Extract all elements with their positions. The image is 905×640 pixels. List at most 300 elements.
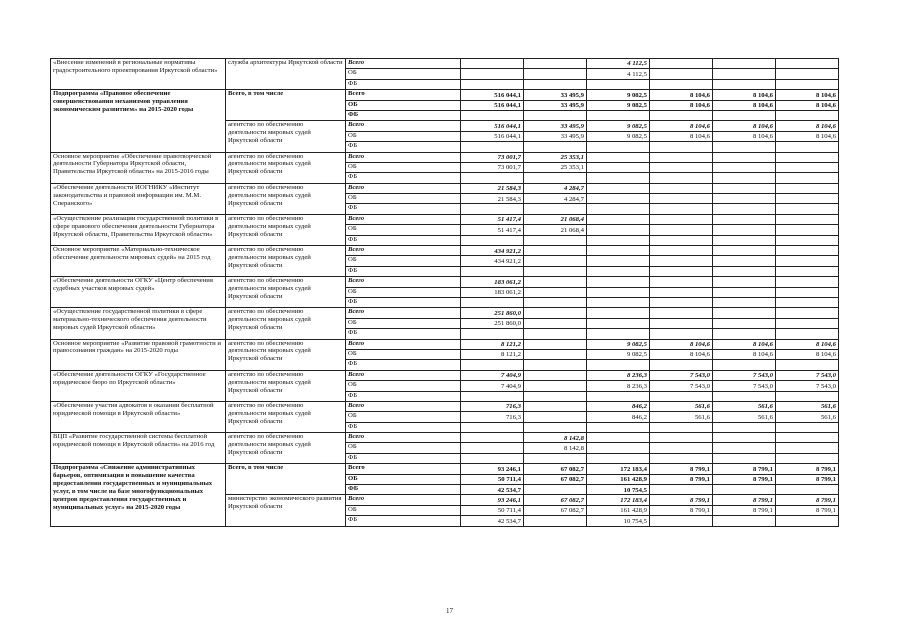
funding-source-cell: Всего: [346, 308, 461, 318]
amount-cell: 4 284,7: [524, 183, 587, 193]
amount-cell: [650, 329, 713, 339]
amount-cell: [587, 110, 650, 120]
amount-cell: 4 112,5: [587, 59, 650, 69]
funding-source-cell: ОБ: [346, 505, 461, 515]
funding-source-cell: ФБ: [346, 142, 461, 152]
amount-cell: [650, 277, 713, 287]
amount-cell: 183 061,2: [461, 287, 524, 297]
amount-cell: 251 860,0: [461, 318, 524, 328]
amount-cell: 7 543,0: [776, 381, 839, 391]
amount-cell: [650, 183, 713, 193]
table-row: [51, 308, 839, 318]
amount-cell: [461, 422, 524, 432]
amount-cell: [524, 173, 587, 183]
amount-cell: [524, 256, 587, 266]
funding-source-cell: ФБ: [346, 204, 461, 214]
amount-cell: 8 104,6: [776, 121, 839, 131]
amount-cell: [776, 59, 839, 69]
executor-cell: служба архитектуры Иркутской области: [226, 59, 346, 90]
funding-source-cell: ФБ: [346, 235, 461, 245]
table-row: [51, 152, 839, 162]
amount-cell: [587, 225, 650, 235]
funding-source-cell: ОБ: [346, 349, 461, 359]
amount-cell: 8 104,6: [713, 121, 776, 131]
amount-cell: [650, 173, 713, 183]
amount-cell: 8 104,6: [776, 349, 839, 359]
funding-source-cell: ОБ: [346, 287, 461, 297]
funding-source-cell: ОБ: [346, 131, 461, 141]
amount-cell: [650, 360, 713, 370]
funding-source-cell: ФБ: [346, 173, 461, 183]
funding-source-cell: Всего: [346, 90, 461, 100]
executor-cell: агентство по обеспечению деятельности мировых судей Иркутской области: [226, 308, 346, 339]
amount-cell: [776, 360, 839, 370]
executor-cell: агентство по обеспечению деятельности мировых судей Иркутской области: [226, 433, 346, 464]
amount-cell: [713, 183, 776, 193]
amount-cell: 8 104,6: [713, 131, 776, 141]
amount-cell: [650, 266, 713, 276]
amount-cell: 42 534,7: [461, 516, 524, 526]
amount-cell: [776, 266, 839, 276]
amount-cell: [587, 297, 650, 307]
amount-cell: [776, 173, 839, 183]
amount-cell: [776, 443, 839, 453]
amount-cell: [587, 433, 650, 443]
amount-cell: [650, 391, 713, 401]
executor-cell: агентство по обеспечению деятельности мировых судей Иркутской области: [226, 183, 346, 214]
amount-cell: [713, 235, 776, 245]
amount-cell: 4 112,5: [587, 69, 650, 79]
funding-source-cell: ОБ: [346, 256, 461, 266]
amount-cell: [461, 433, 524, 443]
program-name-cell: Подпрограмма «Правовое обеспечение совершенствования механизмов управления экономическим развитием» на 2015-2020 годы: [51, 90, 226, 152]
table-row: [51, 90, 839, 100]
amount-cell: 8 104,6: [776, 131, 839, 141]
amount-cell: [713, 485, 776, 495]
amount-cell: [524, 329, 587, 339]
amount-cell: [776, 225, 839, 235]
amount-cell: 8 799,1: [776, 474, 839, 484]
amount-cell: 8 104,6: [713, 90, 776, 100]
amount-cell: [650, 308, 713, 318]
funding-source-cell: ОБ: [346, 69, 461, 79]
amount-cell: 8 799,1: [776, 464, 839, 474]
amount-cell: [524, 412, 587, 422]
amount-cell: [713, 308, 776, 318]
amount-cell: [524, 422, 587, 432]
funding-source-cell: Всего: [346, 401, 461, 411]
funding-source-cell: Всего: [346, 370, 461, 380]
amount-cell: 9 082,5: [587, 100, 650, 110]
amount-cell: 561,6: [713, 412, 776, 422]
amount-cell: [713, 225, 776, 235]
budget-table: [50, 58, 839, 527]
executor-cell: агентство по обеспечению деятельности мировых судей Иркутской области: [226, 370, 346, 401]
program-name-cell: «Обеспечение деятельности ОГКУ «Центр обеспечения судебных участков мировых судей»: [51, 277, 226, 308]
amount-cell: 4 284,7: [524, 194, 587, 204]
funding-source-cell: ОБ: [346, 412, 461, 422]
amount-cell: [713, 59, 776, 69]
amount-cell: [524, 360, 587, 370]
amount-cell: 8 799,1: [713, 505, 776, 515]
amount-cell: 8 799,1: [713, 464, 776, 474]
amount-cell: [650, 256, 713, 266]
amount-cell: 8 104,6: [713, 339, 776, 349]
amount-cell: [461, 297, 524, 307]
amount-cell: 8 104,6: [713, 349, 776, 359]
amount-cell: 21 584,3: [461, 194, 524, 204]
table-row: [51, 370, 839, 380]
amount-cell: [713, 152, 776, 162]
amount-cell: 51 417,4: [461, 225, 524, 235]
amount-cell: 561,6: [650, 412, 713, 422]
amount-cell: 9 082,5: [587, 349, 650, 359]
amount-cell: [713, 256, 776, 266]
amount-cell: [587, 246, 650, 256]
amount-cell: 33 495,9: [524, 90, 587, 100]
amount-cell: [524, 391, 587, 401]
amount-cell: [650, 152, 713, 162]
amount-cell: [713, 266, 776, 276]
amount-cell: [776, 391, 839, 401]
amount-cell: 25 353,1: [524, 152, 587, 162]
amount-cell: [524, 516, 587, 526]
amount-cell: 50 711,4: [461, 474, 524, 484]
funding-source-cell: ФБ: [346, 110, 461, 120]
amount-cell: [776, 235, 839, 245]
amount-cell: [776, 422, 839, 432]
amount-cell: 8 104,6: [650, 90, 713, 100]
amount-cell: 8 104,6: [650, 131, 713, 141]
amount-cell: [650, 318, 713, 328]
amount-cell: 846,2: [587, 401, 650, 411]
amount-cell: 516 044,1: [461, 131, 524, 141]
amount-cell: [776, 485, 839, 495]
amount-cell: 561,6: [650, 401, 713, 411]
table-row: [51, 59, 839, 69]
amount-cell: [776, 297, 839, 307]
funding-source-cell: ФБ: [346, 79, 461, 89]
funding-source-cell: Всего: [346, 433, 461, 443]
amount-cell: 561,6: [776, 412, 839, 422]
executor-cell: агентство по обеспечению деятельности мировых судей Иркутской области: [226, 277, 346, 308]
amount-cell: [461, 329, 524, 339]
amount-cell: 73 001,7: [461, 152, 524, 162]
amount-cell: 21 068,4: [524, 214, 587, 224]
amount-cell: 33 495,9: [524, 121, 587, 131]
amount-cell: [524, 110, 587, 120]
amount-cell: 8 236,3: [587, 370, 650, 380]
amount-cell: [461, 79, 524, 89]
amount-cell: 10 754,5: [587, 516, 650, 526]
program-name-cell: «Осуществление реализации государственной политики в сфере правового обеспечения деятельности Губернатора Иркутской области, Правительства Иркутской области»: [51, 214, 226, 245]
table-row: [51, 401, 839, 411]
amount-cell: [650, 297, 713, 307]
amount-cell: [713, 360, 776, 370]
amount-cell: 7 543,0: [776, 370, 839, 380]
amount-cell: 93 246,1: [461, 495, 524, 505]
amount-cell: 21 584,3: [461, 183, 524, 193]
funding-source-cell: ФБ: [346, 297, 461, 307]
amount-cell: [461, 204, 524, 214]
table-row: [51, 246, 839, 256]
executor-cell: агентство по обеспечению деятельности мировых судей Иркутской области: [226, 246, 346, 277]
program-name-cell: Основное мероприятие «Материально-техническое обеспечение деятельности мировых судей» на 2015 год: [51, 246, 226, 277]
amount-cell: 67 082,7: [524, 474, 587, 484]
program-name-cell: ВЦП «Развитие государственной системы бесплатной юридической помощи в Иркутской области» на 2016 год: [51, 433, 226, 464]
amount-cell: 8 799,1: [650, 464, 713, 474]
amount-cell: [650, 422, 713, 432]
amount-cell: [776, 142, 839, 152]
amount-cell: [461, 391, 524, 401]
amount-cell: [713, 443, 776, 453]
amount-cell: 8 104,6: [776, 100, 839, 110]
amount-cell: [524, 235, 587, 245]
amount-cell: [776, 277, 839, 287]
amount-cell: 9 082,5: [587, 90, 650, 100]
amount-cell: 8 104,6: [776, 339, 839, 349]
amount-cell: 716,3: [461, 401, 524, 411]
amount-cell: [776, 214, 839, 224]
amount-cell: 516 044,1: [461, 90, 524, 100]
amount-cell: [587, 308, 650, 318]
amount-cell: [650, 235, 713, 245]
amount-cell: [776, 79, 839, 89]
amount-cell: 8 799,1: [713, 495, 776, 505]
amount-cell: 8 104,6: [713, 100, 776, 110]
amount-cell: [776, 152, 839, 162]
table-row: [51, 214, 839, 224]
amount-cell: [461, 266, 524, 276]
funding-source-cell: Всего: [346, 464, 461, 474]
amount-cell: [587, 194, 650, 204]
amount-cell: [776, 329, 839, 339]
amount-cell: [713, 277, 776, 287]
amount-cell: 51 417,4: [461, 214, 524, 224]
amount-cell: 42 534,7: [461, 485, 524, 495]
amount-cell: [713, 318, 776, 328]
amount-cell: 25 353,1: [524, 162, 587, 172]
amount-cell: [524, 287, 587, 297]
funding-source-cell: ФБ: [346, 516, 461, 526]
executor-cell: Всего, в том числе: [226, 90, 346, 121]
amount-cell: 516 044,1: [461, 121, 524, 131]
amount-cell: [524, 339, 587, 349]
amount-cell: [776, 308, 839, 318]
amount-cell: [650, 443, 713, 453]
table-row: [51, 183, 839, 193]
funding-source-cell: Всего: [346, 214, 461, 224]
amount-cell: [650, 516, 713, 526]
amount-cell: 7 543,0: [713, 370, 776, 380]
amount-cell: [587, 318, 650, 328]
amount-cell: [587, 443, 650, 453]
amount-cell: 846,2: [587, 412, 650, 422]
amount-cell: [587, 360, 650, 370]
amount-cell: [776, 453, 839, 463]
amount-cell: [650, 204, 713, 214]
amount-cell: [461, 59, 524, 69]
amount-cell: [461, 235, 524, 245]
amount-cell: [776, 162, 839, 172]
amount-cell: 516 044,1: [461, 100, 524, 110]
funding-source-cell: ФБ: [346, 422, 461, 432]
program-name-cell: Основное мероприятие «Развитие правовой грамотности и правосознания граждан» на 2015-2020 годы: [51, 339, 226, 370]
amount-cell: [587, 173, 650, 183]
funding-source-cell: Всего: [346, 277, 461, 287]
amount-cell: [524, 59, 587, 69]
amount-cell: 8 104,6: [650, 121, 713, 131]
amount-cell: [461, 443, 524, 453]
amount-cell: 8 799,1: [650, 505, 713, 515]
amount-cell: 7 404,9: [461, 370, 524, 380]
funding-source-cell: ОБ: [346, 194, 461, 204]
table-row: [51, 433, 839, 443]
amount-cell: [713, 79, 776, 89]
amount-cell: 67 082,7: [524, 505, 587, 515]
amount-cell: 7 404,9: [461, 381, 524, 391]
amount-cell: [524, 79, 587, 89]
amount-cell: 561,6: [776, 401, 839, 411]
amount-cell: 561,6: [713, 401, 776, 411]
amount-cell: 8 236,3: [587, 381, 650, 391]
amount-cell: [587, 422, 650, 432]
amount-cell: [650, 69, 713, 79]
amount-cell: [524, 453, 587, 463]
amount-cell: [713, 453, 776, 463]
funding-source-cell: ФБ: [346, 391, 461, 401]
amount-cell: [713, 287, 776, 297]
amount-cell: 7 543,0: [650, 370, 713, 380]
executor-cell: агентство по обеспечению деятельности мировых судей Иркутской области: [226, 401, 346, 432]
amount-cell: 161 428,9: [587, 505, 650, 515]
amount-cell: 716,3: [461, 412, 524, 422]
funding-source-cell: Всего: [346, 59, 461, 69]
amount-cell: 183 061,2: [461, 277, 524, 287]
amount-cell: [461, 173, 524, 183]
funding-source-cell: Всего: [346, 183, 461, 193]
amount-cell: 8 121,2: [461, 339, 524, 349]
table-row: [51, 339, 839, 349]
amount-cell: 10 754,5: [587, 485, 650, 495]
amount-cell: [713, 391, 776, 401]
amount-cell: [713, 246, 776, 256]
funding-source-cell: ФБ: [346, 266, 461, 276]
amount-cell: [713, 142, 776, 152]
amount-cell: [587, 183, 650, 193]
funding-source-cell: ОБ: [346, 443, 461, 453]
amount-cell: [650, 485, 713, 495]
amount-cell: 8 799,1: [650, 495, 713, 505]
amount-cell: [587, 277, 650, 287]
amount-cell: [461, 110, 524, 120]
amount-cell: [713, 110, 776, 120]
amount-cell: 9 082,5: [587, 339, 650, 349]
executor-cell: министерство экономического развития Иркутской области: [226, 495, 346, 526]
amount-cell: [650, 110, 713, 120]
executor-cell: агентство по обеспечению деятельности мировых судей Иркутской области: [226, 121, 346, 152]
amount-cell: [650, 142, 713, 152]
amount-cell: [776, 433, 839, 443]
amount-cell: 9 082,5: [587, 131, 650, 141]
funding-source-cell: ФБ: [346, 360, 461, 370]
table-row: [51, 464, 839, 474]
program-name-cell: «Осуществление государственной политики в сфере материально-технического обеспечения деятельности мировых судей Иркутской области»: [51, 308, 226, 339]
amount-cell: [524, 381, 587, 391]
program-name-cell: «Обеспечение деятельности ИОГНИКУ «Институт законодательства и правовой информации им. М.М. Сперанского»: [51, 183, 226, 214]
amount-cell: [713, 194, 776, 204]
amount-cell: [776, 246, 839, 256]
amount-cell: [587, 235, 650, 245]
program-name-cell: «Обеспечение деятельности ОГКУ «Государственное юридическое бюро по Иркутской области»: [51, 370, 226, 401]
amount-cell: [650, 59, 713, 69]
amount-cell: 8 104,6: [650, 349, 713, 359]
amount-cell: [524, 401, 587, 411]
amount-cell: [776, 287, 839, 297]
amount-cell: [776, 516, 839, 526]
amount-cell: [713, 433, 776, 443]
amount-cell: [524, 318, 587, 328]
amount-cell: [776, 318, 839, 328]
amount-cell: 8 799,1: [776, 495, 839, 505]
amount-cell: [587, 152, 650, 162]
amount-cell: [587, 266, 650, 276]
amount-cell: [587, 329, 650, 339]
amount-cell: 67 082,7: [524, 495, 587, 505]
amount-cell: 7 543,0: [650, 381, 713, 391]
amount-cell: 8 799,1: [713, 474, 776, 484]
amount-cell: 8 104,6: [650, 100, 713, 110]
executor-cell: агентство по обеспечению деятельности мировых судей Иркутской области: [226, 214, 346, 245]
funding-source-cell: Всего: [346, 246, 461, 256]
amount-cell: [713, 329, 776, 339]
funding-source-cell: Всего: [346, 152, 461, 162]
amount-cell: 9 082,5: [587, 121, 650, 131]
budget-table-body: [51, 59, 839, 527]
funding-source-cell: Всего: [346, 495, 461, 505]
amount-cell: 8 121,2: [461, 349, 524, 359]
amount-cell: [461, 453, 524, 463]
amount-cell: [776, 256, 839, 266]
amount-cell: [776, 194, 839, 204]
amount-cell: 251 860,0: [461, 308, 524, 318]
executor-cell: агентство по обеспечению деятельности мировых судей Иркутской области: [226, 339, 346, 370]
funding-source-cell: ФБ: [346, 485, 461, 495]
amount-cell: 172 183,4: [587, 464, 650, 474]
amount-cell: 21 068,4: [524, 225, 587, 235]
amount-cell: [650, 433, 713, 443]
amount-cell: 172 183,4: [587, 495, 650, 505]
program-name-cell: «Обеспечение участия адвокатов в оказании бесплатной юридической помощи в Иркутской области»: [51, 401, 226, 432]
amount-cell: [650, 162, 713, 172]
page-number: 17: [446, 607, 453, 615]
amount-cell: 8 104,6: [776, 90, 839, 100]
amount-cell: [650, 79, 713, 89]
amount-cell: [587, 214, 650, 224]
funding-source-cell: ОБ: [346, 318, 461, 328]
amount-cell: 93 246,1: [461, 464, 524, 474]
executor-cell: Всего, в том числе: [226, 464, 346, 495]
amount-cell: [524, 297, 587, 307]
amount-cell: 8 799,1: [650, 474, 713, 484]
amount-cell: [524, 349, 587, 359]
amount-cell: [776, 69, 839, 79]
amount-cell: [587, 162, 650, 172]
amount-cell: [650, 453, 713, 463]
amount-cell: 73 001,7: [461, 162, 524, 172]
amount-cell: 8 799,1: [776, 505, 839, 515]
amount-cell: 434 921,2: [461, 256, 524, 266]
